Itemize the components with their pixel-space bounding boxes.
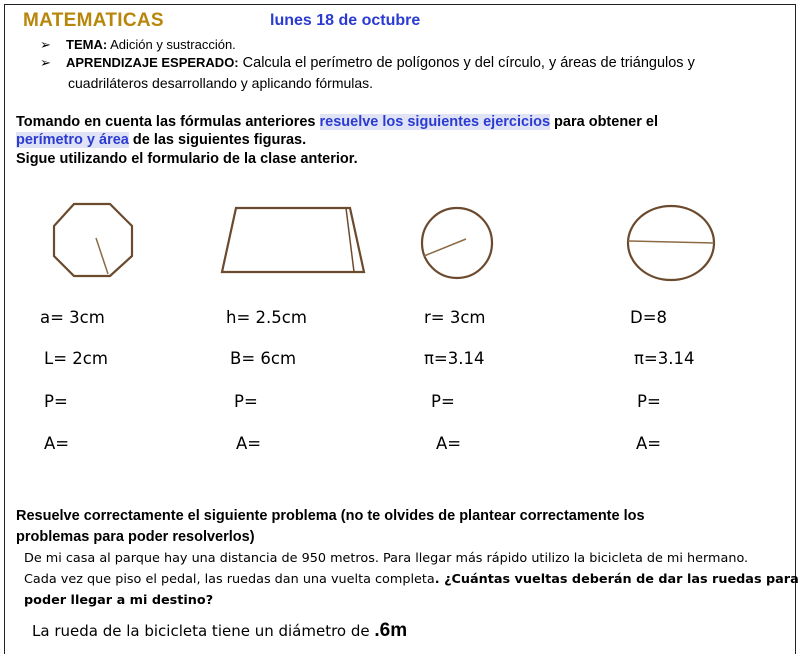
problem-question: poder llegar a mi destino? bbox=[24, 593, 214, 608]
arrow-bullet-icon: ➢ bbox=[40, 37, 51, 52]
circle-perimeter: P= bbox=[431, 392, 455, 411]
subject-title: MATEMATICAS bbox=[23, 10, 164, 31]
intro-highlight: resuelve los siguientes ejercicios bbox=[319, 114, 551, 130]
arrow-bullet-icon: ➢ bbox=[40, 55, 51, 70]
circle-radius: r= 3cm bbox=[424, 308, 486, 327]
problem-text-1: De mi casa al parque hay una distancia de 950 metros. Para llegar más rápido utilizo la bicicleta de mi hermano. bbox=[24, 551, 749, 566]
problem-question: . ¿Cuántas vueltas deberán de dar las ruedas para bbox=[434, 572, 799, 587]
aprendizaje-bullet bbox=[40, 55, 695, 71]
trapezoid-height: h= 2.5cm bbox=[226, 308, 307, 327]
tema-text: Adición y sustracción. bbox=[107, 37, 236, 52]
aprendizaje-text: Calcula el perímetro de polígonos y del círculo, y áreas de triángulos y bbox=[238, 55, 695, 71]
wheel-diameter-text bbox=[32, 620, 407, 642]
wheel-value: .6m bbox=[374, 620, 408, 641]
intro-line-2 bbox=[16, 132, 306, 148]
intro-text: Tomando en cuenta las fórmulas anteriores bbox=[16, 114, 320, 130]
problem-text-3 bbox=[24, 593, 213, 608]
circle-area: A= bbox=[436, 434, 462, 453]
problem-text: Cada vez que piso el pedal, las ruedas dan una vuelta completa bbox=[24, 572, 435, 587]
aprendizaje-text-continued: cuadriláteros desarrollando y aplicando fórmulas. bbox=[68, 75, 374, 91]
octagon-apothem: a= 3cm bbox=[40, 308, 105, 327]
tema-label: TEMA: bbox=[66, 37, 108, 52]
octagon-perimeter: P= bbox=[44, 392, 68, 411]
octagon-side: L= 2cm bbox=[44, 349, 108, 368]
octagon-icon bbox=[50, 200, 136, 280]
intro-text: para obtener el bbox=[550, 114, 659, 130]
circle-pi: π=3.14 bbox=[424, 349, 485, 368]
trapezoid-area: A= bbox=[236, 434, 262, 453]
intro-text: de las siguientes figuras. bbox=[128, 132, 307, 148]
aprendizaje-label: APRENDIZAJE ESPERADO: bbox=[66, 55, 239, 70]
circle2-area: A= bbox=[636, 434, 662, 453]
circle2-pi: π=3.14 bbox=[634, 349, 695, 368]
intro-line-1 bbox=[16, 114, 658, 130]
octagon-area: A= bbox=[44, 434, 70, 453]
tema-bullet bbox=[40, 37, 236, 53]
trapezoid-icon bbox=[218, 204, 370, 276]
circle-diameter: D=8 bbox=[630, 308, 668, 327]
intro-highlight: perímetro y área bbox=[16, 132, 129, 148]
trapezoid-perimeter: P= bbox=[234, 392, 258, 411]
circle2-perimeter: P= bbox=[637, 392, 661, 411]
problem-text-2 bbox=[24, 572, 799, 587]
trapezoid-base: B= 6cm bbox=[230, 349, 297, 368]
wheel-text: La rueda de la bicicleta tiene un diámetro de bbox=[32, 622, 375, 640]
circle-radius-icon bbox=[418, 204, 496, 282]
intro-line-3: Sigue utilizando el formulario de la clase anterior. bbox=[16, 151, 358, 167]
problem-heading-2: problemas para poder resolverlos) bbox=[16, 529, 255, 545]
problem-heading-1: Resuelve correctamente el siguiente problema (no te olvides de plantear correctamente los bbox=[16, 508, 645, 524]
date-title: lunes 18 de octubre bbox=[270, 12, 421, 29]
circle-diameter-icon bbox=[624, 202, 718, 284]
